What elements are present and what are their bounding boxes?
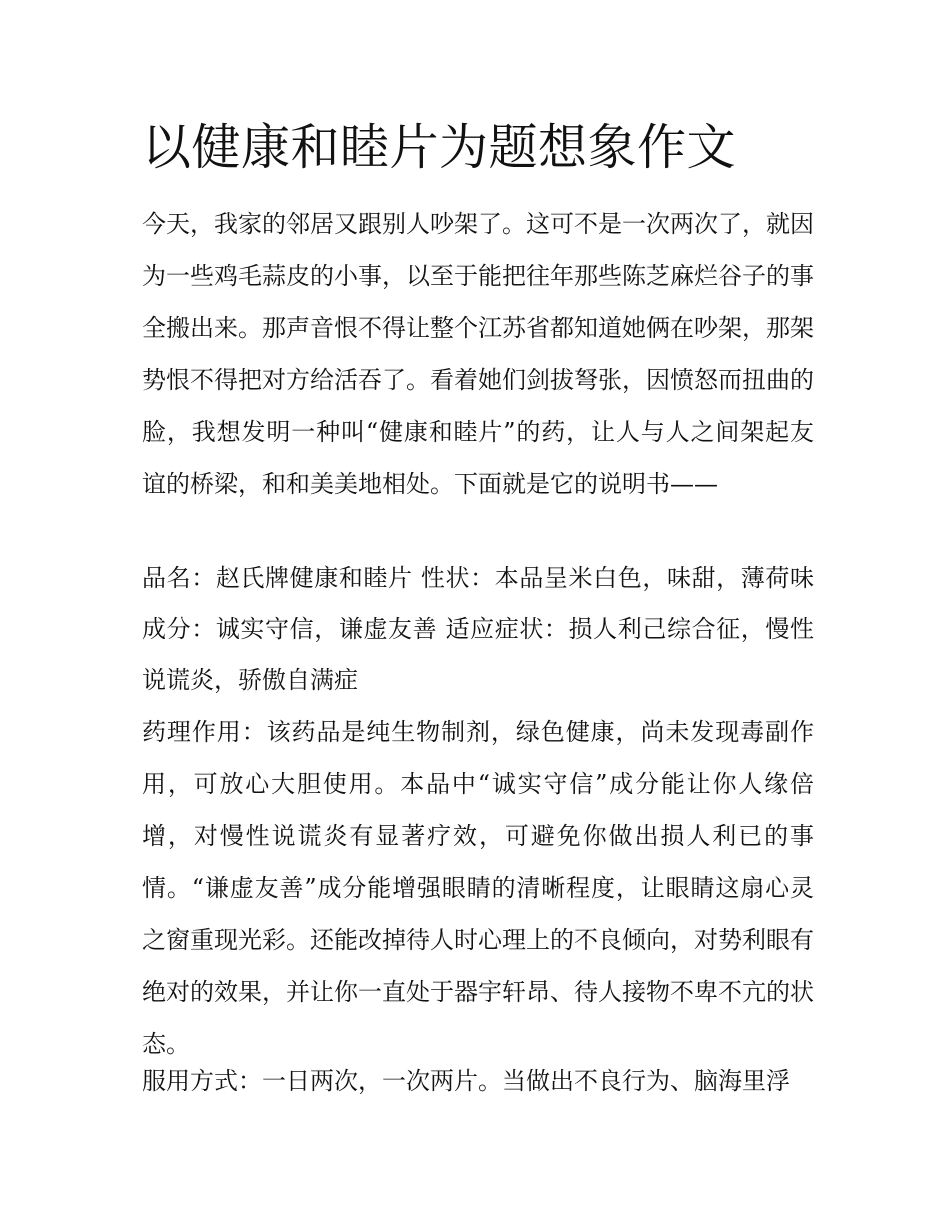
paragraph-usage: 服用方式：一日两次，一次两片。当做出不良行为、脑海里浮 bbox=[142, 1067, 790, 1095]
paragraph-intro: 今天，我家的邻居又跟别人吵架了。这可不是一次两次了，就因为一些鸡毛蒜皮的小事，以至于能把往年那些陈芝麻烂谷子的事全搬出来。那声音恨不得让整个江苏省都知道她俩在吵架，那架势恨不得把对方给活吞了。看着她们剑拔弩张，因愤怒而扭曲的脸，我想发明一种叫“健康和睦片”的药，让人与人之间架起友谊的桥梁，和和美美地相处。下面就是它的说明书—— bbox=[142, 210, 814, 498]
document-title: 以健康和睦片为题想象作文 bbox=[142, 119, 737, 176]
paragraph-pharmacology: 药理作用：该药品是纯生物制剂，绿色健康，尚未发现毒副作用，可放心大胆使用。本品中“诚实守信”成分能让你人缘倍增，对慢性说谎炎有显著疗效，可避免你做出损人利已的事情。“谦虚友善”成分能增强眼睛的清晰程度，让眼睛这扇心灵之窗重现光彩。还能改掉待人时心理上的不良倾向，对势利眼有绝对的效果，并让你一直处于器宇轩昂、待人接物不卑不亢的状态。 bbox=[142, 718, 814, 1058]
paragraph-product-info: 品名：赵氏牌健康和睦片 性状：本品呈米白色，味甜，薄荷味 成分：诚实守信，谦虚友善 适应症状：损人利己综合征，慢性说谎炎，骄傲自满症 bbox=[142, 564, 814, 694]
